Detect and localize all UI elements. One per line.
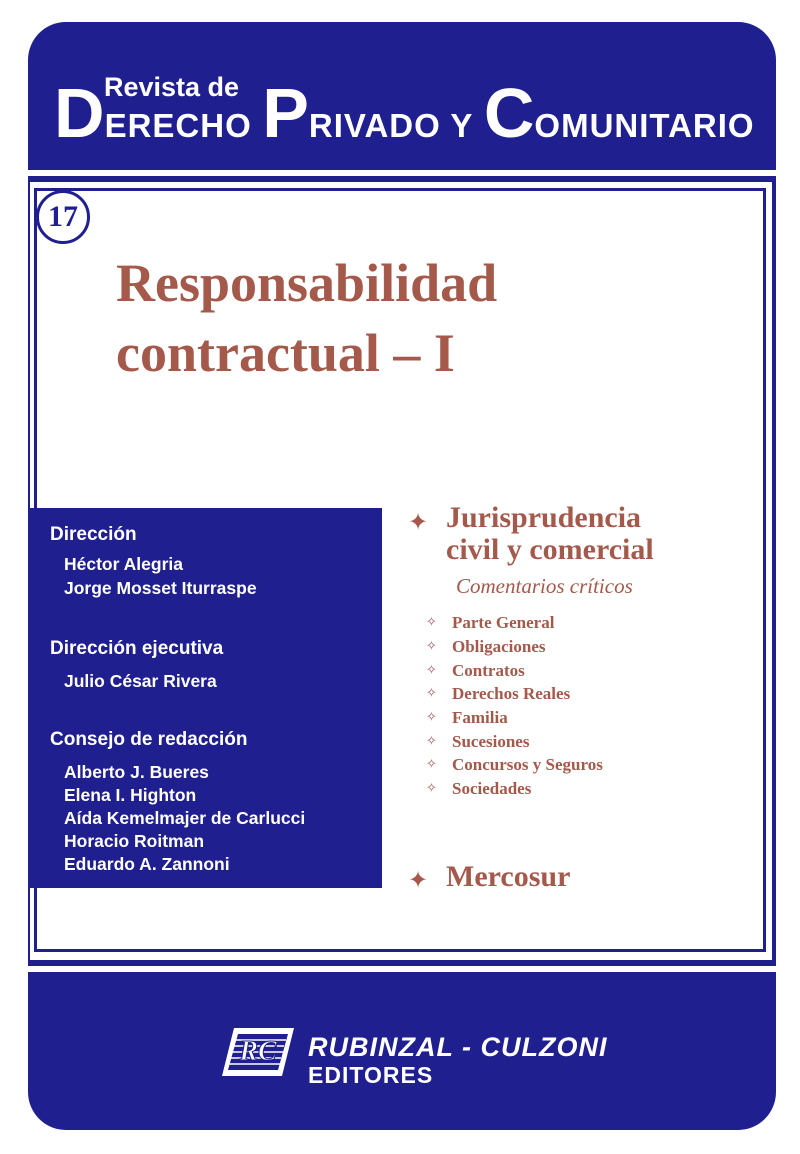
diamond-bullet-icon: ✧ <box>426 686 437 701</box>
logo-letters: RC <box>239 1036 277 1067</box>
masthead-initial-d: D <box>54 74 105 152</box>
list-item: Parte General <box>452 613 555 632</box>
masthead-revista-de: Revista de <box>104 72 240 102</box>
bottom-stripe <box>28 966 776 972</box>
diamond-bullet-icon: ✧ <box>426 615 437 630</box>
publisher-logo <box>220 1024 296 1080</box>
list-item: Contratos <box>452 661 525 680</box>
title-line-2: contractual – I <box>116 323 455 383</box>
masthead-word-derecho: ERECHO <box>104 107 252 144</box>
star-bullet-icon: ✦ <box>408 508 429 536</box>
list-item: Concursos y Seguros <box>452 755 603 774</box>
diamond-bullet-icon: ✧ <box>426 757 437 772</box>
list-item: Sucesiones <box>452 732 530 751</box>
publisher-editores: EDITORES <box>308 1062 434 1088</box>
consejo-name: Alberto J. Bueres <box>64 762 209 782</box>
issue-number-badge: 17 <box>36 190 90 244</box>
masthead-word-comunitario: OMUNITARIO <box>534 107 755 144</box>
direccion-name: Jorge Mosset Iturraspe <box>64 578 257 598</box>
masthead-title-row <box>54 74 755 168</box>
section-mercosur: Mercosur <box>446 860 571 893</box>
list-item: Familia <box>452 708 508 727</box>
diamond-bullet-icon: ✧ <box>426 734 437 749</box>
diamond-bullet-icon: ✧ <box>426 781 437 796</box>
title-line-1: Responsabilidad <box>116 253 498 313</box>
diamond-bullet-icon: ✧ <box>426 639 437 654</box>
publisher-name: RUBINZAL - CULZONI <box>308 1032 608 1062</box>
masthead-initial-c: C <box>483 74 535 152</box>
direccion-name: Héctor Alegria <box>64 554 183 574</box>
page-title <box>116 248 497 388</box>
diamond-bullet-icon: ✧ <box>426 710 437 725</box>
consejo-name: Aída Kemelmajer de Carlucci <box>64 808 306 828</box>
section-jurisprudencia <box>446 502 654 566</box>
consejo-name: Eduardo A. Zannoni <box>64 854 230 874</box>
list-item: Sociedades <box>452 779 532 798</box>
top-stripe <box>28 170 776 176</box>
star-bullet-icon: ✦ <box>408 866 429 894</box>
ejecutiva-name: Julio César Rivera <box>64 671 217 691</box>
consejo-name: Horacio Roitman <box>64 831 205 851</box>
section-subtitle: Comentarios críticos <box>456 574 633 598</box>
diamond-bullet-icon: ✧ <box>426 663 437 678</box>
consejo-name: Elena I. Highton <box>64 785 197 805</box>
masthead-word-privado: RIVADO Y <box>308 107 474 144</box>
list-item: Derechos Reales <box>452 684 571 703</box>
section-jurisprudencia-line-2: civil y comercial <box>446 533 654 566</box>
editorial-board-panel <box>30 508 382 888</box>
heading-consejo: Consejo de redacción <box>50 729 248 750</box>
heading-direccion-ejecutiva: Dirección ejecutiva <box>50 638 224 659</box>
masthead-initial-p: P <box>262 74 309 152</box>
section-jurisprudencia-line-1: Jurisprudencia <box>446 501 642 534</box>
list-item: Obligaciones <box>452 637 546 656</box>
heading-direccion: Dirección <box>50 524 137 545</box>
